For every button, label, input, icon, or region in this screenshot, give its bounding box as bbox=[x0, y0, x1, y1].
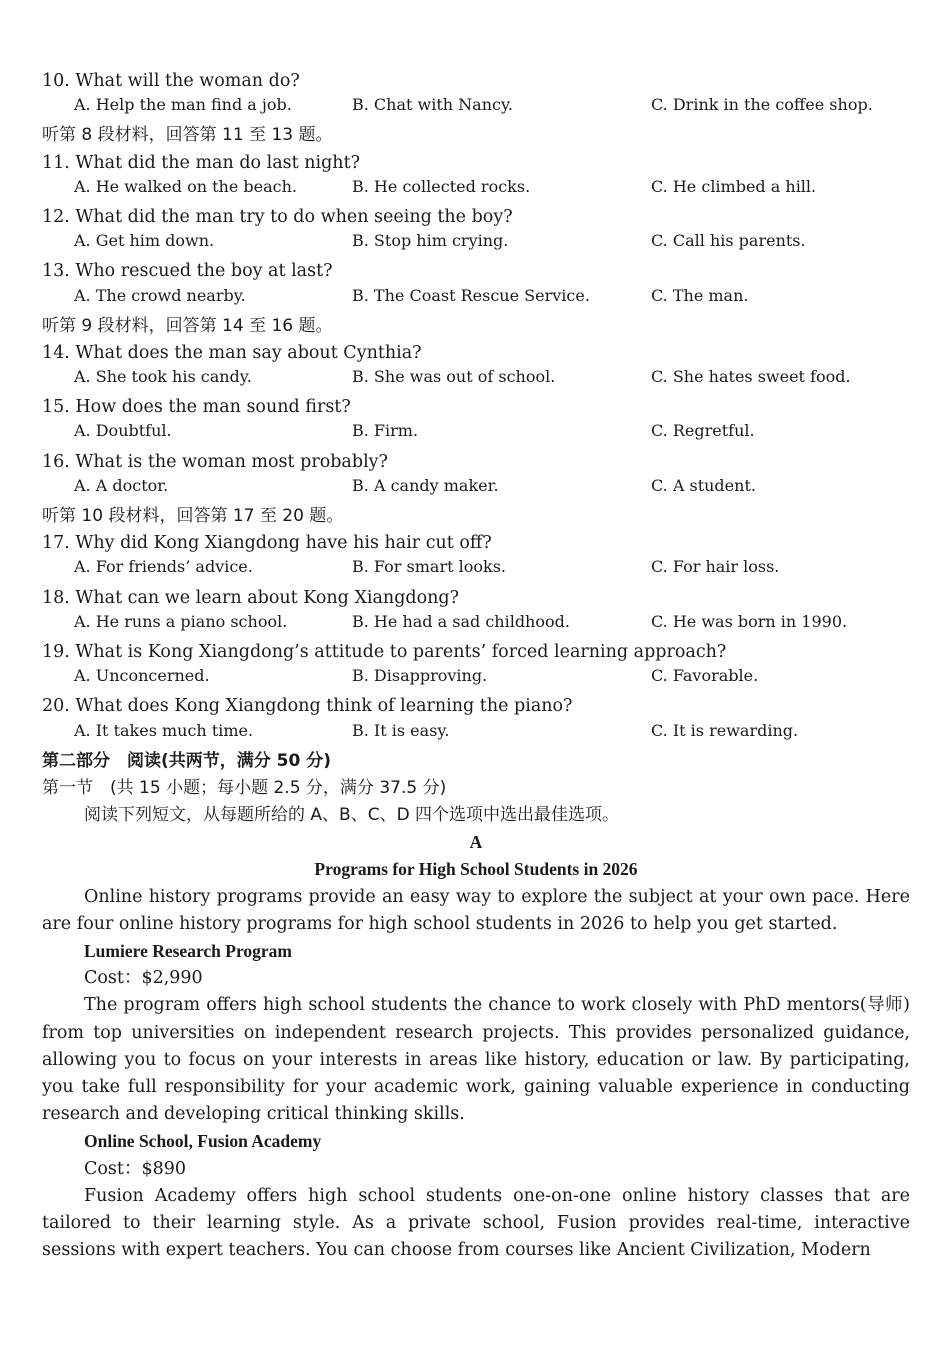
program-2-name: Online School, Fusion Academy bbox=[84, 1131, 322, 1152]
option-b: B. It is easy. bbox=[352, 720, 450, 740]
passage-intro: Online history programs provide an easy way to explore the subject at your own pace. Here are four online history programs for high school students in 2026 to help you get started. bbox=[42, 886, 910, 934]
option-c: C. He climbed a hill. bbox=[651, 176, 817, 196]
exam-page bbox=[42, 68, 910, 1264]
option-a: A. Help the man find a job. bbox=[74, 95, 292, 115]
question-13-options bbox=[42, 286, 910, 313]
option-b: B. The Coast Rescue Service. bbox=[352, 285, 590, 305]
question-18-stem: 18. What can we learn about Kong Xiangdong? bbox=[42, 587, 460, 608]
question-14-stem: 14. What does the man say about Cynthia? bbox=[42, 342, 422, 363]
option-c: C. The man. bbox=[651, 285, 749, 305]
option-a: A. A doctor. bbox=[74, 475, 169, 495]
option-a: A. The crowd nearby. bbox=[74, 285, 246, 305]
question-15-stem: 15. How does the man sound first? bbox=[42, 397, 351, 418]
question-12-stem: 12. What did the man try to do when seeing the boy? bbox=[42, 206, 513, 227]
reading-instruction: 阅读下列短文，从每题所给的 A、B、C、D 四个选项中选出最佳选项。 bbox=[84, 805, 620, 826]
option-c: C. Favorable. bbox=[651, 666, 759, 686]
option-b: B. She was out of school. bbox=[352, 367, 556, 387]
option-a: A. Get him down. bbox=[74, 231, 215, 251]
question-17-options bbox=[42, 557, 910, 584]
question-19-options bbox=[42, 666, 910, 693]
part-two-title: 第二部分 阅读(共两节，满分 50 分) bbox=[42, 750, 332, 771]
question-10-options bbox=[42, 95, 910, 122]
option-c: C. Regretful. bbox=[651, 421, 755, 441]
section-one-title: 第一节 (共 15 小题；每小题 2.5 分，满分 37.5 分) bbox=[42, 777, 447, 798]
option-b: B. He had a sad childhood. bbox=[352, 611, 570, 631]
option-b: B. He collected rocks. bbox=[352, 176, 531, 196]
question-14-options bbox=[42, 367, 910, 394]
option-a: A. Doubtful. bbox=[74, 421, 172, 441]
option-b: B. Firm. bbox=[352, 421, 419, 441]
question-15-options bbox=[42, 421, 910, 448]
option-c: C. Call his parents. bbox=[651, 231, 806, 251]
option-b: B. For smart looks. bbox=[352, 557, 506, 577]
passage-title: Programs for High School Students in 2026 bbox=[314, 859, 638, 880]
option-a: A. For friends’ advice. bbox=[74, 557, 253, 577]
question-20-options bbox=[42, 721, 910, 748]
question-16-options bbox=[42, 476, 910, 503]
option-b: B. Chat with Nancy. bbox=[352, 95, 513, 115]
option-c: C. A student. bbox=[651, 475, 756, 495]
option-c: C. It is rewarding. bbox=[651, 720, 799, 740]
option-a: A. He runs a piano school. bbox=[74, 611, 288, 631]
segment-10-instruction: 听第 10 段材料，回答第 17 至 20 题。 bbox=[42, 506, 344, 526]
question-19-stem: 19. What is Kong Xiangdong’s attitude to parents’ forced learning approach? bbox=[42, 641, 727, 662]
question-16-stem: 16. What is the woman most probably? bbox=[42, 451, 388, 472]
question-18-options bbox=[42, 612, 910, 639]
option-c: C. He was born in 1990. bbox=[651, 611, 848, 631]
option-a: A. It takes much time. bbox=[74, 720, 254, 740]
question-10-stem: 10. What will the woman do? bbox=[42, 71, 300, 91]
program-1-name: Lumiere Research Program bbox=[84, 941, 293, 962]
segment-9-instruction: 听第 9 段材料，回答第 14 至 16 题。 bbox=[42, 315, 333, 336]
option-a: A. Unconcerned. bbox=[74, 666, 210, 686]
program-2-description: Fusion Academy offers high school students one-on-one online history classes that are tailored to their learning style. As a private school, Fusion provides real-time, interactive sessions with expert teachers. You can choose from courses like Ancient Civilization, Modern bbox=[42, 1185, 910, 1261]
program-1-cost: Cost：$2,990 bbox=[84, 968, 203, 989]
option-b: B. Disapproving. bbox=[352, 666, 488, 686]
question-17-stem: 17. Why did Kong Xiangdong have his hair cut off? bbox=[42, 533, 492, 554]
option-c: C. For hair loss. bbox=[651, 557, 780, 577]
program-1-description: The program offers high school students the chance to work closely with PhD mentors(导师) from top universities on independent research projects. This provides personalized guidance, allowing you to focus on your interests in areas like history, education or law. By participating, you take full responsibility for your academic work, gaining valuable experience in conducting research and developing critical thinking skills. bbox=[42, 995, 910, 1125]
option-b: B. A candy maker. bbox=[352, 475, 499, 495]
question-11-stem: 11. What did the man do last night? bbox=[42, 152, 360, 173]
passage-letter: A bbox=[469, 832, 483, 853]
option-b: B. Stop him crying. bbox=[352, 231, 509, 251]
option-c: C. She hates sweet food. bbox=[651, 367, 851, 387]
program-2-cost: Cost：$890 bbox=[84, 1158, 186, 1179]
option-a: A. He walked on the beach. bbox=[74, 176, 297, 196]
segment-8-instruction: 听第 8 段材料，回答第 11 至 13 题。 bbox=[42, 125, 333, 146]
question-12-options bbox=[42, 231, 910, 258]
question-13-stem: 13. Who rescued the boy at last? bbox=[42, 261, 333, 282]
question-11-options bbox=[42, 177, 910, 204]
option-c: C. Drink in the coffee shop. bbox=[651, 95, 873, 115]
option-a: A. She took his candy. bbox=[74, 367, 252, 387]
question-20-stem: 20. What does Kong Xiangdong think of learning the piano? bbox=[42, 696, 573, 717]
